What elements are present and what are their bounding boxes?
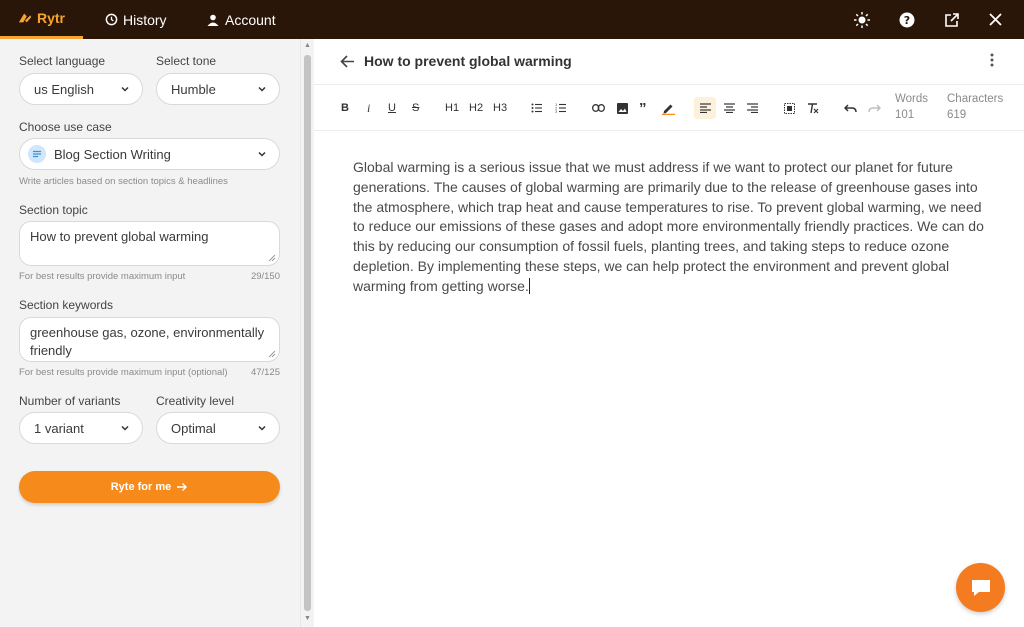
rytr-logo-icon — [18, 11, 32, 25]
creativity-label: Creativity level — [156, 394, 235, 408]
chevron-down-icon — [257, 84, 267, 94]
svg-text:3: 3 — [555, 110, 558, 113]
scroll-up-arrow-icon[interactable]: ▲ — [304, 42, 311, 49]
document-header — [314, 39, 1024, 85]
ryte-for-me-button[interactable] — [19, 471, 280, 503]
link-icon[interactable] — [591, 100, 605, 116]
scroll-down-arrow-icon[interactable]: ▼ — [304, 615, 311, 622]
align-center-icon[interactable] — [722, 100, 736, 116]
nav-account[interactable] — [206, 0, 276, 39]
keywords-count: 47/125 — [250, 367, 280, 378]
tone-select[interactable] — [156, 73, 280, 105]
bullet-list-icon[interactable] — [530, 100, 544, 116]
highlight-pen-icon[interactable] — [661, 100, 675, 116]
keywords-label: Section keywords — [19, 298, 114, 312]
keywords-hint: For best results provide maximum input (optional) — [19, 367, 228, 378]
chevron-down-icon — [120, 423, 130, 433]
topic-label: Section topic — [19, 203, 88, 217]
keywords-value: greenhouse gas, ozone, environmentally friendly — [30, 325, 265, 358]
topic-value: How to prevent global warming — [30, 229, 209, 244]
variants-label: Number of variants — [19, 394, 121, 408]
user-icon — [206, 13, 220, 27]
topic-count: 29/150 — [250, 271, 280, 282]
help-icon[interactable] — [897, 10, 916, 29]
strikethrough-button[interactable]: S — [412, 102, 420, 114]
usecase-label: Choose use case — [19, 120, 112, 134]
align-left-icon[interactable] — [694, 97, 716, 119]
image-icon[interactable] — [615, 100, 629, 116]
creativity-select[interactable] — [156, 412, 280, 444]
resize-handle-icon[interactable] — [268, 350, 276, 358]
editor-content[interactable] — [353, 158, 993, 297]
open-external-icon[interactable] — [942, 10, 961, 29]
topic-input[interactable] — [19, 221, 280, 266]
bold-button[interactable]: B — [341, 102, 349, 114]
nav-history-label: History — [123, 11, 167, 28]
history-icon — [104, 13, 118, 27]
usecase-hint: Write articles based on section topics & headlines — [19, 176, 228, 187]
svg-text:1: 1 — [555, 103, 558, 107]
creativity-value: Optimal — [171, 420, 216, 436]
underline-button[interactable]: U — [388, 102, 396, 114]
nav-rytr[interactable] — [0, 0, 83, 39]
keywords-input[interactable] — [19, 317, 280, 362]
language-select[interactable] — [19, 73, 143, 105]
resize-handle-icon[interactable] — [268, 254, 276, 262]
redo-icon[interactable] — [867, 100, 881, 116]
numbered-list-icon[interactable] — [554, 100, 568, 116]
top-nav-bar — [0, 0, 1024, 39]
nav-account-label: Account — [225, 11, 276, 28]
tone-value: Humble — [171, 81, 216, 97]
back-arrow-icon[interactable] — [340, 55, 355, 68]
arrow-right-icon — [176, 482, 188, 492]
close-icon[interactable] — [986, 10, 1005, 29]
scroll-thumb[interactable] — [304, 55, 311, 611]
character-count-label: Characters — [947, 93, 1004, 105]
usecase-select[interactable] — [19, 138, 280, 170]
document-title: How to prevent global warming — [364, 53, 572, 69]
heading2-button[interactable]: H2 — [469, 102, 484, 114]
language-value: us English — [34, 81, 94, 97]
language-label: Select language — [19, 54, 106, 68]
quote-button[interactable]: ” — [639, 99, 647, 117]
svg-text:?: ? — [903, 13, 910, 27]
chat-support-button[interactable] — [956, 563, 1005, 612]
topic-hint: For best results provide maximum input — [19, 271, 186, 282]
brightness-icon[interactable] — [852, 10, 871, 29]
chevron-down-icon — [257, 423, 267, 433]
usecase-value: Blog Section Writing — [54, 146, 171, 162]
variants-value: 1 variant — [34, 420, 84, 436]
heading3-button[interactable]: H3 — [493, 102, 508, 114]
align-right-icon[interactable] — [745, 100, 759, 116]
svg-text:2: 2 — [555, 106, 558, 111]
word-count-value: 101 — [895, 109, 915, 121]
nav-rytr-label: Rytr — [37, 10, 66, 26]
tone-label: Select tone — [156, 54, 217, 68]
character-count-value: 619 — [947, 109, 967, 121]
italic-button[interactable]: i — [367, 100, 371, 115]
undo-icon[interactable] — [843, 100, 857, 116]
nav-history[interactable] — [104, 0, 167, 39]
editor-body-text: Global warming is a serious issue that we must address if we want to protect our planet for future generations. The causes of global warming are primarily due to the release of greenhouse gases into the atmosphere, which trap heat and cause temperatures to rise. To prevent global warming, we need to reduce our emissions of these gases and adopt more environmentally friendly practices. We can do this by reducing our consumption of fossil fuels, planting trees, and taking steps to reduce ozone depletion. By implementing these steps, we can help protect the environment and prevent global warming from getting worse. — [353, 159, 984, 294]
select-all-icon[interactable] — [782, 100, 796, 116]
clear-format-icon[interactable] — [806, 100, 820, 116]
editor-toolbar — [314, 85, 1024, 131]
more-options-icon[interactable] — [990, 53, 994, 67]
heading1-button[interactable]: H1 — [445, 102, 460, 114]
sidebar — [0, 39, 300, 627]
text-cursor — [529, 278, 530, 294]
chevron-down-icon — [257, 149, 267, 159]
variants-select[interactable] — [19, 412, 143, 444]
chevron-down-icon — [120, 84, 130, 94]
ryte-button-label: Ryte for me — [110, 481, 172, 493]
word-count-label: Words — [895, 93, 929, 105]
blog-usecase-icon — [28, 145, 46, 163]
chat-bubble-icon — [970, 578, 992, 598]
sidebar-scrollbar[interactable] — [300, 39, 314, 627]
